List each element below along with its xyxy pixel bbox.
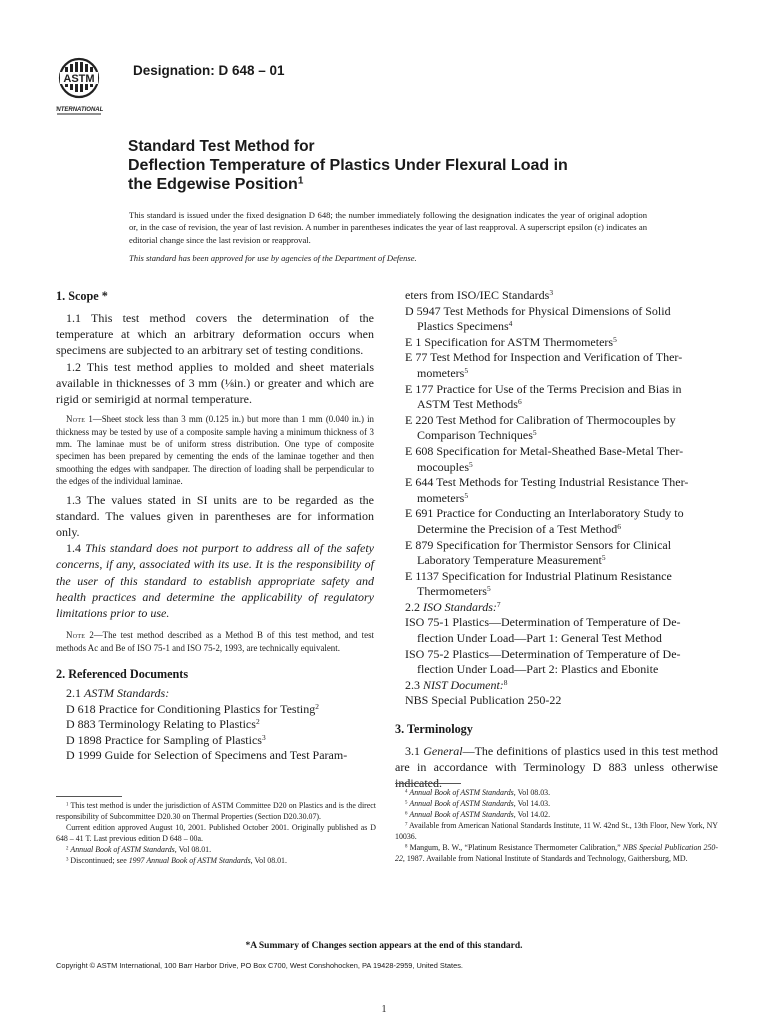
footnote-8-rest: , 1987. Available from National Institute of Standards and Technology, Gaithersburg, MD. [402,854,688,863]
section-1-4-text: This standard does not purport to address all of the safety concerns, if any, associated with its use. It is the responsibility of the user of this standard to establish appropriate safety and health practices and determine the applicability of regulatory limitations prior to use. [56,541,374,621]
footnote-8-italic: NBS Special Publication 250-22 [395,843,718,863]
footnote-2-italic: Annual Book of ASTM Standards [70,845,175,854]
footnote-3-italic: 1997 Annual Book of ASTM Standards [128,856,251,865]
ref-e691-fn: 6 [617,521,621,531]
ref-d1999-text: eters from ISO/IEC Standards [405,288,550,302]
section-2-1 [56,686,374,702]
ref-e691-b: Determine the Precision of a Test Method [417,521,618,536]
section-2-2-fn: 7 [496,599,501,609]
ref-e177 [395,382,718,413]
ref-d5947-fn: 4 [508,319,513,329]
section-2-3-num: 2.3 [405,677,423,692]
logo-subtext: INTERNATIONAL [56,107,104,113]
ref-d883 [56,717,374,733]
ref-d1999-line-2 [395,288,718,304]
ref-d5947-b: Plastics Specimens [417,319,509,334]
footnote-3 [56,855,376,866]
ref-e177-b: ASTM Test Methods [417,397,518,412]
footnotes-right [395,787,718,864]
ref-e608-fn: 5 [469,459,473,469]
designation: Designation: D 648 – 01 [133,63,285,78]
ref-e1 [395,335,718,351]
section-1-3: 1.3 The values stated in SI units are to be regarded as the standard. The values given in parentheses are for information only. [56,492,374,540]
document-title [128,137,688,194]
section-1-4-num: 1.4 [66,541,86,556]
footnotes-left [56,800,376,866]
ref-nbs: NBS Special Publication 250-22 [405,693,562,708]
ref-e644-fn: 5 [464,490,469,500]
ref-d5947-a: D 5947 Test Methods for Physical Dimensions of Solid [405,303,671,318]
title-footnote-mark: 1 [297,175,304,187]
footnote-2 [56,844,376,855]
ref-e220-b: Comparison Techniques [417,428,533,443]
section-3-1-num: 3.1 [405,744,424,759]
footnote-5 [395,798,718,809]
ref-e177-a: E 177 Practice for Use of the Terms Precision and Bias in [405,381,682,396]
footnote-4-italic: Annual Book of ASTM Standards [409,788,514,797]
footnote-4-rest: , Vol 08.03. [513,788,551,797]
ref-e1-text: E 1 Specification for ASTM Thermometers [405,334,614,349]
footnote-3-rest: , Vol 08.01. [250,856,287,865]
section-2-1-label: ASTM Standards: [84,686,170,701]
ref-e608-a: E 608 Specification for Metal-Sheathed Base-Metal Ther- [405,443,684,458]
section-1-1: 1.1 This test method covers the determination of the temperature at which an arbitrary deformation occurs when specimens are subjected to an arbitrary set of testing conditions. [56,311,374,358]
ref-e644 [395,475,718,506]
footnote-4-mark: 4 [405,789,408,795]
ref-iso-75-1 [395,615,718,646]
ref-d618-fn: 2 [315,701,319,711]
ref-iso-75-1-a: ISO 75-1 Plastics—Determination of Temperature of De- [405,615,681,630]
ref-iso-75-2-b: flection Under Load—Part 2: Plastics and Ebonite [417,662,659,677]
ref-e691 [395,506,718,537]
ref-d618-text: D 618 Practice for Conditioning Plastics for Testing [66,701,316,716]
astm-logo [56,55,122,117]
ref-e220-a: E 220 Test Method for Calibration of Thermocouples by [405,412,676,427]
footnote-2-rest: , Vol 08.01. [174,845,212,854]
ref-e77 [395,350,718,381]
ref-d1898 [56,733,374,749]
ref-e1-fn: 5 [613,334,617,344]
section-2-2-num: 2.2 [405,599,423,614]
ref-e644-a: E 644 Test Methods for Testing Industrial Resistance Ther- [405,475,689,490]
footnote-7-text: Available from American National Standards Institute, 11 W. 42nd St., 13th Floor, New York, NY 10036. [395,821,718,841]
footnote-5-rest: , Vol 14.03. [513,799,551,808]
ref-e879-b: Laboratory Temperature Measurement [417,553,602,568]
title-line-1: Standard Test Method for [128,138,315,155]
ref-d618 [56,702,374,718]
copyright-line: Copyright © ASTM International, 100 Barr Harbor Drive, PO Box C700, West Conshohocken, PA 19428-2959, United States. [56,961,463,970]
ref-e879-a: E 879 Specification for Thermistor Sensors for Clinical [405,537,672,552]
note-1 [56,413,374,487]
terminology-heading: 3. Terminology [395,722,473,737]
title-line-2: Deflection Temperature of Plastics Under Flexural Load in [128,157,568,174]
section-3-1-text: —The definitions of plastics used in this test method are in accordance with Terminology D 883 unless otherwise indicated. [395,744,718,791]
footnote-7-mark: 7 [405,822,408,828]
section-2-3-fn: 8 [503,677,508,687]
footnote-rule-left [56,796,122,797]
dod-notice: This standard has been approved for use by agencies of the Department of Defense. [129,253,417,263]
note-2-text: 2—The test method described as a Method B of this test method, and test methods Ac and Be of ISO 75-1 and ISO 75-2, 1993, are technically equivalent. [56,630,374,653]
ref-d1898-text: D 1898 Practice for Sampling of Plastics [66,732,262,747]
ref-e1137-a: E 1137 Specification for Industrial Platinum Resistance [405,568,672,583]
section-2-3-label: NIST Document: [423,677,504,692]
ref-e1137-fn: 5 [486,584,491,594]
section-2-3 [395,678,718,694]
section-2-1-num: 2.1 [66,686,84,701]
ref-d1999-line-1: D 1999 Guide for Selection of Specimens and Test Param- [66,748,348,763]
ref-iso-75-2 [395,647,718,678]
footnote-6 [395,809,718,820]
summary-of-changes-notice: *A Summary of Changes section appears at the end of this standard. [245,941,523,951]
section-1-2: 1.2 This test method applies to molded and sheet materials available in thicknesses of 3 mm (⅛in.) or greater and which are rigid or semirigid at normal temperature. [56,359,374,407]
ref-e77-a: E 77 Test Method for Inspection and Verification of Ther- [405,350,683,365]
ref-e608-b: mocouples [417,459,469,474]
section-2-2 [395,600,718,616]
footnote-1 [56,800,376,822]
ref-e220 [395,413,718,444]
page-number: 1 [381,1004,387,1015]
ref-e1137 [395,569,718,600]
ref-e1137-b: Thermometers [417,584,487,599]
footnote-1-continued: Current edition approved August 10, 2001. Published October 2001. Originally published as D 648 – 41 T. Last previous edition D 648 – 00a. [56,823,376,843]
footnote-8-mark: 8 [405,844,408,850]
ref-d1999-fn: 3 [549,287,554,297]
footnote-1-mark: 1 [66,802,69,808]
ref-d883-fn: 2 [255,717,260,727]
footnote-rule-right [395,783,461,784]
footnote-6-rest: , Vol 14.02. [513,810,551,819]
footnote-7 [395,820,718,842]
ref-e879-fn: 5 [601,553,606,563]
title-line-3 [128,175,688,194]
footnote-8 [395,842,718,864]
ref-e691-a: E 691 Practice for Conducting an Interlaboratory Study to [405,506,684,521]
note-2-label: Note [66,630,86,641]
footnote-5-mark: 5 [405,800,408,806]
section-2-2-label: ISO Standards: [423,599,497,614]
ref-e879 [395,538,718,569]
title-line-3-text: the Edgewise Position [128,176,298,193]
scope-heading: 1. Scope * [56,289,108,303]
footnote-6-mark: 6 [405,811,408,817]
footnote-3-mark: 3 [66,857,69,863]
ref-d5947 [395,304,718,335]
ref-iso-75-1-b: flection Under Load—Part 1: General Test Method [417,631,662,646]
left-column [56,288,374,764]
ref-e608 [395,444,718,475]
logo-text: ASTM [63,73,95,85]
footnote-8-pre: Mangum, B. W., “Platinum Resistance Thermometer Calibration,” [407,843,623,852]
referenced-documents-heading: 2. Referenced Documents [56,667,189,682]
section-1-4 [56,540,374,621]
note-1-label: Note [66,414,86,425]
ref-e177-fn: 6 [517,397,522,407]
intro-paragraph: This standard is issued under the fixed designation D 648; the number immediately following the designation indicates the year of original adoption or, in the case of revision, the year of last revision. A number in parentheses indicates the year of last reapproval. A superscript epsilon (ε) indicates an editorial change since the last revision or reapproval. [129,210,647,245]
ref-e77-fn: 5 [464,365,469,375]
footnote-6-italic: Annual Book of ASTM Standards [409,810,514,819]
ref-iso-75-2-a: ISO 75-2 Plastics—Determination of Temperature of De- [405,646,681,661]
section-3-1-general: General [423,744,463,759]
ref-e77-b: mometers [417,365,465,380]
note-2 [56,629,374,654]
ref-e220-fn: 5 [532,428,537,438]
footnote-2-mark: 2 [66,846,69,852]
footnote-4 [395,787,718,798]
footnote-1-text: This test method is under the jurisdiction of ASTM Committee D20 on Plastics and is the direct responsibility of Subcommittee D20.30 on Thermal Properties (Section D20.30.07). [56,801,376,821]
footnote-5-italic: Annual Book of ASTM Standards [409,799,514,808]
ref-d883-text: D 883 Terminology Relating to Plastics [66,717,256,732]
ref-e644-b: mometers [417,490,465,505]
footnote-3-pre: Discontinued; see [68,856,129,865]
note-1-text: 1—Sheet stock less than 3 mm (0.125 in.) but more than 1 mm (0.040 in.) in thickness may be tested by use of a composite sample having a minimum thickness of 3 mm. The laminae must be of uniform stress distribution. One type of composite specimen has been prepared by cementing the ends of the laminae together and then smoothing the edges with sandpaper. The direction of loading shall be perpendicular to the edges of the individual laminae. [56,414,374,487]
ref-d1898-fn: 3 [261,732,266,742]
astm-logo-icon [56,55,122,117]
